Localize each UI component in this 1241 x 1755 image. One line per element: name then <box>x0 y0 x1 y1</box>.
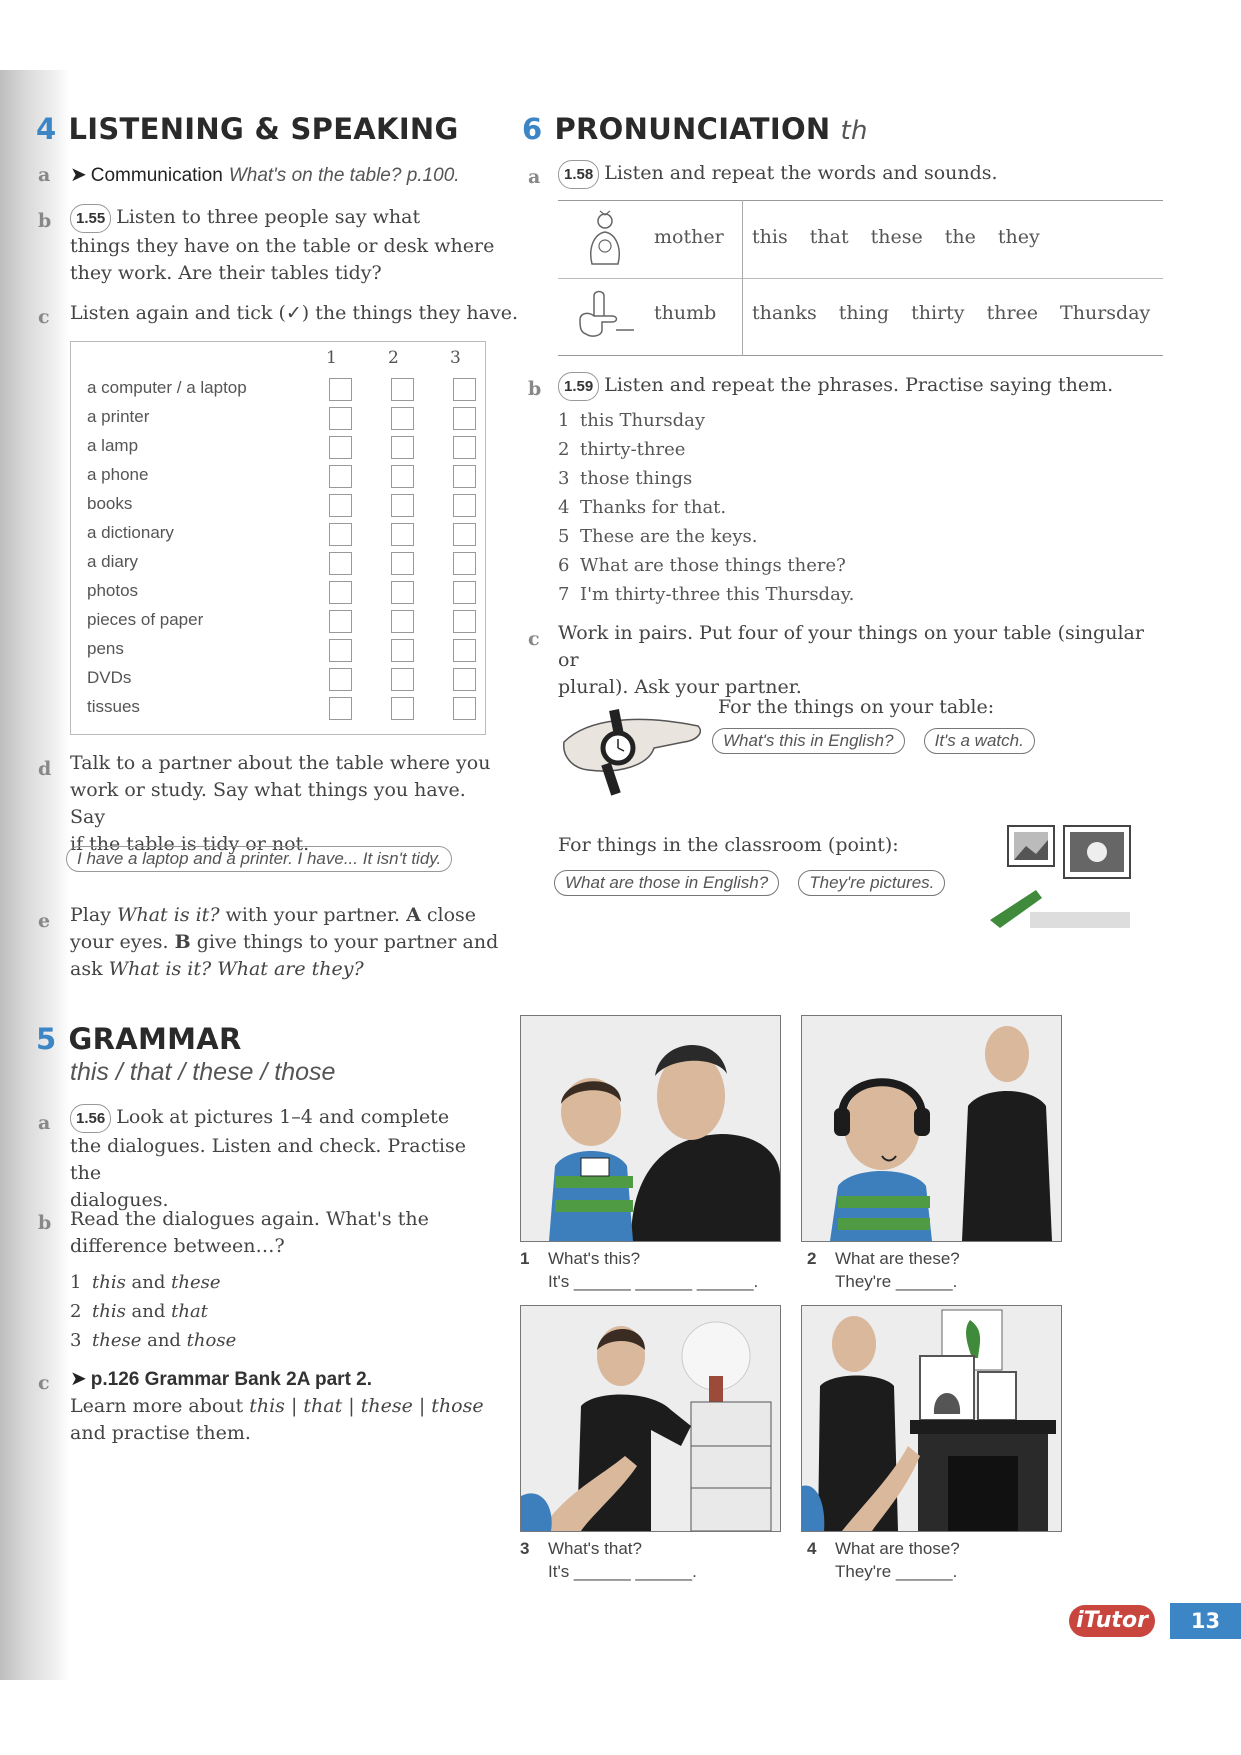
section6-c-text: Work in pairs. Put four of your things on your table (singular or plural). Ask your partner. <box>558 622 1144 698</box>
tick-row: books <box>87 492 473 520</box>
section6-b-text: 1.59 Listen and repeat the phrases. Practise saying them. <box>558 372 1113 401</box>
picture-2-caption: 2 What are these? They're ______. <box>807 1249 960 1291</box>
audio-track-badge[interactable]: 1.59 <box>558 372 599 401</box>
tick-checkbox[interactable] <box>453 407 476 430</box>
phrase-item: 4 Thanks for that. <box>558 497 727 518</box>
page-number: 13 <box>1170 1603 1241 1639</box>
phrase-item: 2 thirty-three <box>558 439 686 460</box>
tick-checkbox[interactable] <box>453 465 476 488</box>
tick-row: a lamp <box>87 434 473 462</box>
grammar-bank-link[interactable]: p.126 Grammar Bank 2A part 2. <box>90 1369 373 1390</box>
tick-checkbox[interactable] <box>329 436 352 459</box>
tick-checkbox[interactable] <box>329 494 352 517</box>
answer-blank[interactable]: It's ______ ______ ______. <box>548 1272 759 1291</box>
page-binding-shadow <box>0 70 70 1680</box>
tick-checkbox[interactable] <box>391 668 414 691</box>
sound-words: this that these the they <box>752 226 1040 248</box>
section4-heading <box>36 112 459 146</box>
table-dialogue <box>712 728 1035 754</box>
section5-c-text: Learn more about this | that | these | those and practise them. <box>70 1395 484 1444</box>
section4-number: 4 <box>36 112 57 146</box>
arrow-icon: ➤ <box>70 1366 87 1390</box>
phrase-item: 1 this Thursday <box>558 410 705 431</box>
picture-3-illustration <box>521 1306 780 1531</box>
tick-checkbox[interactable] <box>391 610 414 633</box>
picture-4 <box>801 1305 1062 1532</box>
tick-row: a computer / a laptop <box>87 376 473 404</box>
tick-row: a printer <box>87 405 473 433</box>
picture-1 <box>520 1015 781 1242</box>
tick-checkbox[interactable] <box>453 552 476 575</box>
tick-checkbox[interactable] <box>453 494 476 517</box>
section5-title: GRAMMAR <box>68 1022 242 1056</box>
section5-heading <box>36 1022 242 1056</box>
tick-checkbox[interactable] <box>329 378 352 401</box>
communication-ref: What's on the table? p.100. <box>228 165 460 186</box>
tick-checkbox[interactable] <box>329 639 352 662</box>
section5-a-letter: a <box>38 1112 51 1134</box>
tick-table <box>70 341 486 735</box>
phrase-item: 7 I'm thirty-three this Thursday. <box>558 584 855 605</box>
tick-checkbox[interactable] <box>453 581 476 604</box>
section4-e-text: Play What is it? with your partner. A close your eyes. B give things to your partner and ask What is it? What are they? <box>70 904 499 980</box>
section4-b-letter: b <box>38 210 52 232</box>
tick-checkbox[interactable] <box>391 407 414 430</box>
section4-c-letter: c <box>38 306 50 328</box>
grammar-item: 1 this and these <box>70 1272 221 1293</box>
tick-checkbox[interactable] <box>391 697 414 720</box>
audio-track-badge[interactable]: 1.55 <box>70 204 111 233</box>
speech-bubble: I have a laptop and a printer. I have... It isn't tidy. <box>66 846 452 872</box>
section5-a-text: 1.56 Look at pictures 1–4 and complete the dialogues. Listen and check. Practise the dialogues. <box>70 1106 466 1211</box>
arrow-icon: ➤ <box>70 162 87 186</box>
section5-subtitle: this / that / these / those <box>70 1058 336 1086</box>
section4-b-text: 1.55 Listen to three people say what things they have on the table or desk where they work. Are their tables tidy? <box>70 206 495 284</box>
class-prompt: For things in the classroom (point): <box>558 834 899 856</box>
tick-row: a dictionary <box>87 521 473 549</box>
tick-checkbox[interactable] <box>329 610 352 633</box>
section4-d-example <box>66 846 452 872</box>
speech-bubble: What's this in English? <box>712 728 905 754</box>
section5-b-text: Read the dialogues again. What's the difference between…? <box>70 1208 429 1257</box>
section5-b-letter: b <box>38 1212 52 1234</box>
tick-checkbox[interactable] <box>391 436 414 459</box>
classroom-pictures-illustration <box>990 824 1140 928</box>
picture-1-caption: 1 What's this? It's ______ ______ ______. <box>520 1249 759 1291</box>
tick-checkbox[interactable] <box>329 552 352 575</box>
tick-row: pieces of paper <box>87 608 473 636</box>
audio-track-badge[interactable]: 1.56 <box>70 1104 111 1133</box>
section5-number: 5 <box>36 1022 57 1056</box>
picture-4-caption: 4 What are those? They're ______. <box>807 1539 960 1581</box>
section4-e-letter: e <box>38 910 51 932</box>
phrase-item: 3 those things <box>558 468 693 489</box>
section4-title: LISTENING & SPEAKING <box>68 112 459 146</box>
section6-title: PRONUNCIATION <box>554 112 831 146</box>
tick-checkbox[interactable] <box>391 552 414 575</box>
table-prompt: For the things on your table: <box>718 696 995 718</box>
communication-link[interactable]: Communication <box>90 165 223 186</box>
section5-c-letter: c <box>38 1372 50 1394</box>
picture-4-illustration <box>802 1306 1061 1531</box>
tick-checkbox[interactable] <box>329 407 352 430</box>
section4-d-text: Talk to a partner about the table where you work or study. Say what things you have. Say if the table is tidy or not. <box>70 752 491 855</box>
mother-icon <box>580 208 630 270</box>
tick-checkbox[interactable] <box>453 378 476 401</box>
hand-watch-illustration <box>558 690 708 800</box>
section5-c-ref <box>70 1366 372 1391</box>
section6-heading <box>522 112 868 146</box>
tick-checkbox[interactable] <box>391 465 414 488</box>
speech-bubble: They're pictures. <box>798 870 945 896</box>
thumb-icon <box>572 286 636 346</box>
class-dialogue <box>554 870 945 896</box>
tick-checkbox[interactable] <box>453 610 476 633</box>
sound-keyword: thumb <box>654 302 717 324</box>
tick-checkbox[interactable] <box>329 523 352 546</box>
tick-checkbox[interactable] <box>391 581 414 604</box>
tick-checkbox[interactable] <box>391 494 414 517</box>
audio-track-badge[interactable]: 1.58 <box>558 160 599 189</box>
phrase-item: 5 These are the keys. <box>558 526 758 547</box>
section6-number: 6 <box>522 112 543 146</box>
sound-words: thanks thing thirty three Thursday <box>752 302 1151 324</box>
speech-bubble: What are those in English? <box>554 870 779 896</box>
tick-checkbox[interactable] <box>453 523 476 546</box>
sound-table <box>558 200 1163 356</box>
tick-checkbox[interactable] <box>391 639 414 662</box>
section6-title-suffix: th <box>840 116 868 146</box>
section6-b-letter: b <box>528 378 542 400</box>
picture-3 <box>520 1305 781 1532</box>
tick-checkbox[interactable] <box>453 668 476 691</box>
tick-row: photos <box>87 579 473 607</box>
answer-blank[interactable]: They're ______. <box>835 1272 958 1291</box>
tick-col-1: 1 <box>326 348 337 368</box>
section4-a-letter: a <box>38 164 51 186</box>
grammar-item: 3 these and those <box>70 1330 237 1351</box>
tick-col-3: 3 <box>450 348 461 368</box>
tick-row: DVDs <box>87 666 473 694</box>
tick-checkbox[interactable] <box>391 378 414 401</box>
tick-col-2: 2 <box>388 348 399 368</box>
section6-a-letter: a <box>528 166 541 188</box>
answer-blank[interactable]: It's ______ ______. <box>548 1562 697 1581</box>
picture-2-illustration <box>802 1016 1061 1241</box>
phrase-item: 6 What are those things there? <box>558 555 846 576</box>
tick-row: a diary <box>87 550 473 578</box>
section6-a-text: 1.58 Listen and repeat the words and sounds. <box>558 160 998 189</box>
tick-checkbox[interactable] <box>453 697 476 720</box>
tick-row: a phone <box>87 463 473 491</box>
section4-a-line <box>70 162 460 187</box>
picture-2 <box>801 1015 1062 1242</box>
tick-checkbox[interactable] <box>453 639 476 662</box>
tick-checkbox[interactable] <box>453 436 476 459</box>
tick-checkbox[interactable] <box>329 581 352 604</box>
tick-checkbox[interactable] <box>329 668 352 691</box>
section4-d-letter: d <box>38 758 52 780</box>
tick-row: pens <box>87 637 473 665</box>
grammar-item: 2 this and that <box>70 1301 208 1322</box>
sound-keyword: mother <box>654 226 724 248</box>
tick-checkbox[interactable] <box>329 697 352 720</box>
tick-checkbox[interactable] <box>391 523 414 546</box>
tick-checkbox[interactable] <box>329 465 352 488</box>
section6-c-letter: c <box>528 628 540 650</box>
section4-c-text: Listen again and tick (✓) the things they have. <box>70 302 518 324</box>
itutor-logo[interactable]: iTutor <box>1069 1605 1155 1637</box>
answer-blank[interactable]: They're ______. <box>835 1562 958 1581</box>
tick-row: tissues <box>87 695 473 723</box>
speech-bubble: It's a watch. <box>924 728 1035 754</box>
picture-1-illustration <box>521 1016 780 1241</box>
picture-3-caption: 3 What's that? It's ______ ______. <box>520 1539 697 1581</box>
